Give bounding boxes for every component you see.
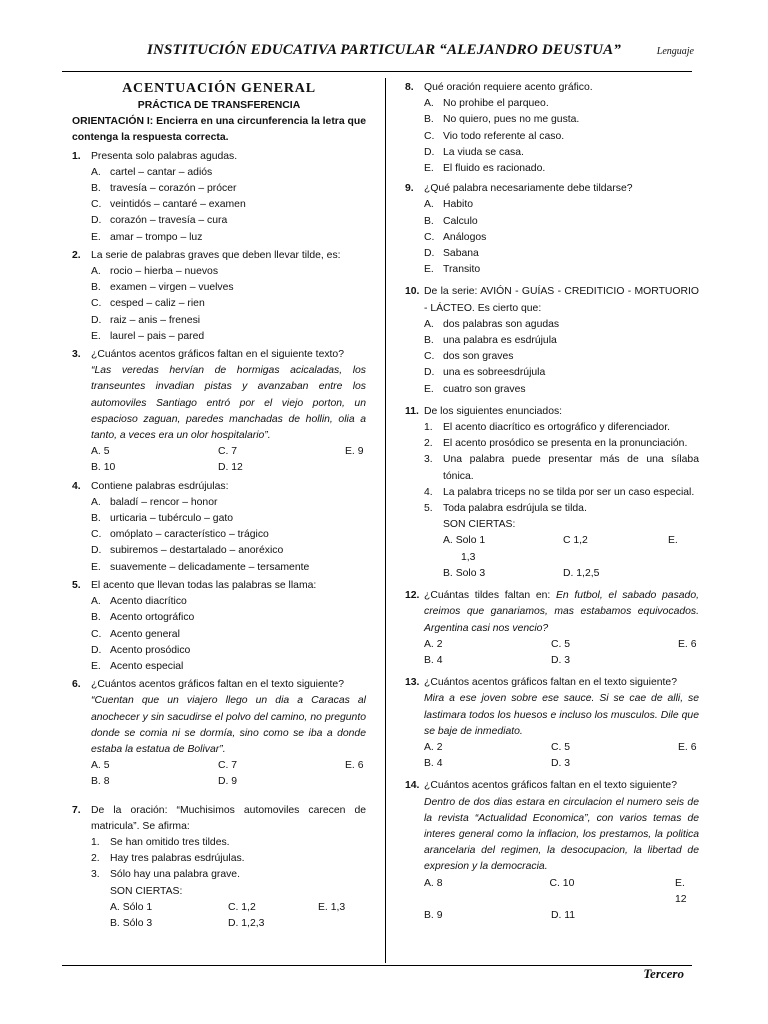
- answer-row: [405, 533, 699, 549]
- question-9: [405, 181, 699, 278]
- option-text: amar – trompo – luz: [110, 231, 203, 243]
- question-quote: Dentro de dos dias estara en circulacion el numero seis de la revista “Actualidad Economica”, con varios temas de interes general como la inflacion, los prestamos, la politica arancelaria del regimen, la desocupacion, la libertad de expresion y la democracia.: [424, 796, 699, 873]
- option-a[interactable]: [72, 264, 366, 280]
- option-c[interactable]: C. 10: [549, 877, 575, 889]
- question-number: 2.: [72, 249, 81, 261]
- option-letter: C.: [424, 231, 435, 243]
- option-text: cesped – caliz – rien: [110, 298, 205, 310]
- option-letter: D.: [424, 146, 435, 158]
- right-column: [405, 80, 699, 924]
- option-text: El fluido es racionado.: [443, 163, 546, 175]
- question-number: 5.: [72, 579, 81, 591]
- option-letter: B.: [424, 114, 434, 126]
- option-d[interactable]: D. 3: [551, 654, 571, 666]
- answer-row: [405, 566, 699, 582]
- option-text: No prohibe el parqueo.: [443, 98, 549, 110]
- option-b[interactable]: B. Sólo 3: [110, 917, 153, 929]
- answer-row: [72, 916, 366, 932]
- question-number: 14.: [405, 780, 420, 792]
- question-number: 4.: [72, 480, 81, 492]
- option-text: Sabana: [443, 248, 479, 260]
- question-number: 9.: [405, 183, 414, 195]
- option-letter: A.: [91, 266, 101, 278]
- question-text: Qué oración requiere acento gráfico.: [424, 82, 593, 93]
- option-text: La viuda se casa.: [443, 146, 524, 158]
- option-a[interactable]: A. 2: [424, 638, 443, 650]
- option-letter: C.: [91, 628, 102, 640]
- option-d[interactable]: [405, 145, 699, 161]
- option-d[interactable]: [405, 246, 699, 262]
- option-text: raiz – anis – frenesi: [110, 314, 201, 326]
- option-c[interactable]: [405, 349, 699, 365]
- option-d[interactable]: D. 11: [551, 909, 576, 921]
- worksheet-subtitle: PRÁCTICA DE TRANSFERENCIA: [137, 100, 301, 111]
- option-a[interactable]: A. 8: [424, 877, 443, 889]
- question-quote: “Cuentan que un viajero llego un dia a Caracas al anochecer y sin sacudirse el polvo del camino, no pregunto donde se comia ni se dormía, sino como se iba a donde estaba la estatua de Bolivar”.: [91, 695, 366, 755]
- option-text: Habito: [443, 199, 474, 211]
- option-text: travesía – corazón – prócer: [110, 183, 237, 195]
- question-number: 13.: [405, 677, 420, 689]
- option-c[interactable]: [405, 230, 699, 246]
- option-e[interactable]: E. 6: [678, 741, 697, 753]
- option-c[interactable]: [72, 527, 366, 543]
- grade-label: Tercero: [643, 966, 684, 981]
- option-d[interactable]: D. 3: [551, 758, 571, 770]
- answer-row: [72, 444, 366, 460]
- option-text: Acento ortográfico: [110, 612, 195, 624]
- option-text: dos son graves: [443, 351, 514, 363]
- question-text: ¿Qué palabra necesariamente debe tildarse?: [424, 183, 633, 195]
- question-text: El acento que llevan todas las palabras se llama:: [91, 579, 317, 591]
- option-a[interactable]: [72, 165, 366, 181]
- question-2: [72, 248, 366, 345]
- option-text: Transito: [443, 264, 481, 276]
- option-text: Acento prosódico: [110, 644, 191, 656]
- statement-3: 3. Sólo hay una palabra grave.: [91, 869, 240, 881]
- option-a[interactable]: [405, 317, 699, 333]
- option-c[interactable]: C 1,2: [563, 535, 588, 547]
- statement-2: 2. El acento prosódico se presenta en la pronunciación.: [424, 438, 688, 450]
- option-text: Vio todo referente al caso.: [443, 130, 565, 142]
- option-text: Acento diacrítico: [110, 596, 187, 608]
- question-number: 10.: [405, 286, 420, 298]
- option-a[interactable]: A. 2: [424, 741, 443, 753]
- option-b[interactable]: [405, 333, 699, 349]
- question-11: [405, 404, 699, 582]
- footer-rule: [62, 965, 692, 966]
- option-text: una es sobreesdrújula: [443, 367, 546, 379]
- question-1: [72, 149, 366, 246]
- option-c[interactable]: [72, 197, 366, 213]
- option-d[interactable]: D. 1,2,5: [563, 567, 600, 579]
- option-a[interactable]: A. 5: [91, 760, 110, 772]
- option-letter: B.: [91, 513, 101, 525]
- question-text: ¿Cuántos acentos gráficos faltan en el texto siguiente?: [424, 677, 677, 689]
- option-text: rocio – hierba – nuevos: [110, 266, 219, 278]
- option-letter: C.: [91, 199, 102, 211]
- option-c[interactable]: [405, 129, 699, 145]
- option-e[interactable]: [72, 230, 366, 246]
- option-letter: D.: [424, 248, 435, 260]
- question-number: 6.: [72, 679, 81, 691]
- option-e[interactable]: [72, 659, 366, 675]
- option-b[interactable]: B. 4: [424, 758, 443, 770]
- option-b[interactable]: [72, 511, 366, 527]
- option-letter: B.: [91, 183, 101, 195]
- question-6: [72, 677, 366, 790]
- option-letter: A.: [91, 496, 101, 508]
- option-letter: E.: [91, 660, 101, 672]
- question-quote: Mira a ese joven sobre ese sauce. Si se cae de alli, se lastimara todos los huesos e incluso los musculos. Dile que se baje de inmediato.: [424, 693, 699, 737]
- option-text: examen – virgen – vuelves: [110, 282, 234, 294]
- option-letter: D.: [91, 215, 102, 227]
- option-d[interactable]: [72, 543, 366, 559]
- option-letter: B.: [91, 282, 101, 294]
- question-text: [424, 588, 699, 637]
- question-text: ¿Cuántos acentos gráficos faltan en el texto siguiente?: [91, 679, 344, 691]
- statement-2: 2. Hay tres palabras esdrújulas.: [91, 853, 245, 865]
- option-letter: E.: [91, 561, 101, 573]
- option-c[interactable]: C. 1,2: [228, 901, 256, 913]
- option-b[interactable]: B. 4: [424, 654, 443, 666]
- question-text: ¿Cuántos acentos gráficos faltan en el siguiente texto?: [91, 349, 344, 361]
- question-number: 7.: [72, 804, 81, 816]
- option-b[interactable]: [405, 214, 699, 230]
- answer-row: [405, 876, 699, 908]
- option-d[interactable]: D. 12: [218, 462, 243, 474]
- option-text: Acento especial: [110, 660, 184, 672]
- option-letter: D.: [424, 367, 435, 379]
- option-e[interactable]: E. 9: [345, 446, 364, 458]
- question-5: [72, 578, 366, 675]
- option-d[interactable]: D. 9: [218, 776, 238, 788]
- option-text: urticaria – tubérculo – gato: [110, 513, 234, 525]
- option-letter: E.: [424, 163, 434, 175]
- option-b[interactable]: [72, 181, 366, 197]
- question-number: 3.: [72, 349, 81, 361]
- question-7: [72, 803, 366, 933]
- answer-row: [405, 908, 699, 924]
- option-text: subiremos – destartalado – anoréxico: [110, 545, 284, 557]
- option-d[interactable]: [72, 313, 366, 329]
- question-quote: En futbol, el sabado pasado, creimos que ganariamos, mas estabamos equivocados. Argentina casi nos vencio?: [424, 590, 699, 634]
- option-c[interactable]: [72, 296, 366, 312]
- answer-row: [72, 460, 366, 476]
- option-text: cuatro son graves: [443, 383, 526, 395]
- option-letter: E.: [424, 264, 434, 276]
- option-c[interactable]: C. 5: [551, 741, 571, 753]
- option-letter: E.: [91, 231, 101, 243]
- question-3: [72, 347, 366, 477]
- option-text: omóplato – característico – trágico: [110, 529, 269, 541]
- option-e[interactable]: [72, 329, 366, 345]
- option-text: Acento general: [110, 628, 180, 640]
- option-text: Análogos: [443, 231, 487, 243]
- option-letter: A.: [424, 98, 434, 110]
- question-text: De la oración: “Muchisimos automoviles carecen de matricula”. Se afirma:: [91, 804, 366, 832]
- option-text: suavemente – delicadamente – tersamente: [110, 561, 310, 573]
- question-text: De la serie: AVIÓN - GUÍAS - CREDITICIO - MORTUORIO - LÁCTEO. Es cierto que:: [424, 286, 699, 314]
- option-text: laurel – pais – pared: [110, 330, 205, 342]
- question-text: Contiene palabras esdrújulas:: [91, 480, 229, 492]
- answer-row: [405, 653, 699, 669]
- option-a[interactable]: [72, 594, 366, 610]
- question-4: [72, 479, 366, 576]
- option-letter: C.: [424, 351, 435, 363]
- worksheet-title: ACENTUACIÓN GENERAL: [122, 81, 316, 96]
- option-letter: D.: [91, 644, 102, 656]
- column-divider: [385, 78, 386, 963]
- option-letter: A.: [91, 596, 101, 608]
- option-letter: B.: [424, 215, 434, 227]
- option-text: Calculo: [443, 215, 478, 227]
- question-13: [405, 675, 699, 772]
- son-ciertas-label: SON CIERTAS:: [443, 519, 516, 531]
- option-b[interactable]: B. 10: [91, 462, 116, 474]
- question-number: 8.: [405, 82, 414, 93]
- question-number: 1.: [72, 150, 81, 162]
- option-b[interactable]: B. Solo 3: [443, 567, 486, 579]
- option-c[interactable]: C. 5: [551, 638, 571, 650]
- option-text: dos palabras son agudas: [443, 318, 560, 330]
- answer-row: [405, 740, 699, 756]
- option-b[interactable]: [72, 280, 366, 296]
- option-a[interactable]: [405, 197, 699, 213]
- option-letter: C.: [91, 529, 102, 541]
- option-e[interactable]: [405, 262, 699, 278]
- question-10: [405, 284, 699, 397]
- option-letter: A.: [91, 166, 101, 178]
- question-text: Presenta solo palabras agudas.: [91, 150, 238, 162]
- option-letter: A.: [424, 318, 434, 330]
- option-e-continued: 1,3: [461, 551, 476, 563]
- option-b[interactable]: B. 9: [424, 909, 443, 921]
- option-letter: D.: [91, 314, 102, 326]
- option-a[interactable]: A. Solo 1: [443, 535, 486, 547]
- option-letter: C.: [424, 130, 435, 142]
- option-a[interactable]: [72, 495, 366, 511]
- option-c[interactable]: [72, 627, 366, 643]
- question-number: 12.: [405, 590, 420, 602]
- option-a[interactable]: A. Sólo 1: [110, 901, 153, 913]
- answer-row: [405, 756, 699, 772]
- question-text: ¿Cuántos acentos gráficos faltan en el texto siguiente?: [424, 780, 677, 792]
- option-text: veintidós – cantaré – examen: [110, 199, 246, 211]
- option-e[interactable]: E. 6: [678, 638, 697, 650]
- answer-row: [72, 900, 366, 916]
- option-text: una palabra es esdrújula: [443, 335, 557, 347]
- answer-row: [72, 774, 366, 790]
- option-letter: B.: [91, 612, 101, 624]
- option-d[interactable]: [405, 365, 699, 381]
- subject-label: Lenguaje: [656, 46, 694, 57]
- statement-1: 1. Se han omitido tres tildes.: [91, 836, 230, 848]
- option-b[interactable]: [72, 610, 366, 626]
- option-e[interactable]: [72, 560, 366, 576]
- option-c[interactable]: C. 7: [218, 446, 238, 458]
- header-rule: [62, 71, 692, 72]
- statement-4: 4. La palabra triceps no se tilda por ser un caso especial.: [424, 486, 695, 498]
- orientation-instructions: ORIENTACIÓN I: Encierra en una circunferencia la letra que contenga la respuesta correcta.: [72, 116, 366, 144]
- option-letter: D.: [91, 545, 102, 557]
- option-letter: A.: [424, 199, 434, 211]
- statement-1: 1. El acento diacrítico es ortográfico y diferenciador.: [424, 422, 670, 434]
- option-b[interactable]: B. 8: [91, 776, 110, 788]
- statement-5: 5. Toda palabra esdrújula se tilda.: [424, 503, 587, 515]
- option-d[interactable]: [72, 643, 366, 659]
- option-e[interactable]: E. 6: [345, 760, 364, 772]
- option-letter: C.: [91, 298, 102, 310]
- option-text: baladí – rencor – honor: [110, 496, 218, 508]
- question-text: De los siguientes enunciados:: [424, 405, 563, 417]
- answer-row: [405, 637, 699, 653]
- option-text: cartel – cantar – adiós: [110, 166, 213, 178]
- option-a[interactable]: A. 5: [91, 446, 110, 458]
- son-ciertas-label: SON CIERTAS:: [110, 885, 183, 897]
- option-d[interactable]: D. 1,2,3: [228, 917, 265, 929]
- left-column: [72, 80, 366, 932]
- option-e[interactable]: E. 1,3: [318, 901, 346, 913]
- option-text: No quiero, pues no me gusta.: [443, 114, 580, 126]
- question-quote: “Las veredas hervían de hormigas acicaladas, los transeuntes invadian pistas y avanzaban entre los automoviles Santiago entró por el viejo porton, un espacioso zaguan, paredes manchadas de hollin, olia a tanto, a veces era un olor hospitalario”.: [91, 365, 366, 442]
- question-number: 11.: [405, 405, 419, 417]
- option-letter: E.: [91, 330, 101, 342]
- question-8: [405, 80, 699, 177]
- institution-title: INSTITUCIÓN EDUCATIVA PARTICULAR “ALEJANDRO DEUSTUA”: [146, 42, 622, 58]
- option-letter: B.: [424, 335, 434, 347]
- answer-row: [72, 758, 366, 774]
- statement-3: 3. Una palabra puede presentar más de una sílaba tónica.: [424, 454, 699, 482]
- option-b[interactable]: [405, 112, 699, 128]
- question-14: [405, 778, 699, 924]
- question-lead: ¿Cuántas tildes faltan en:: [424, 590, 556, 602]
- option-text: corazón – travesía – cura: [110, 215, 228, 227]
- option-letter: E.: [424, 383, 434, 395]
- option-e[interactable]: E. 12: [675, 877, 687, 905]
- question-12: [405, 588, 699, 669]
- option-c[interactable]: C. 7: [218, 760, 238, 772]
- option-a[interactable]: [405, 96, 699, 112]
- option-e[interactable]: [405, 161, 699, 177]
- option-e[interactable]: E.: [668, 535, 678, 547]
- option-d[interactable]: [72, 213, 366, 229]
- question-text: La serie de palabras graves que deben llevar tilde, es:: [91, 249, 341, 261]
- option-e[interactable]: [405, 382, 699, 398]
